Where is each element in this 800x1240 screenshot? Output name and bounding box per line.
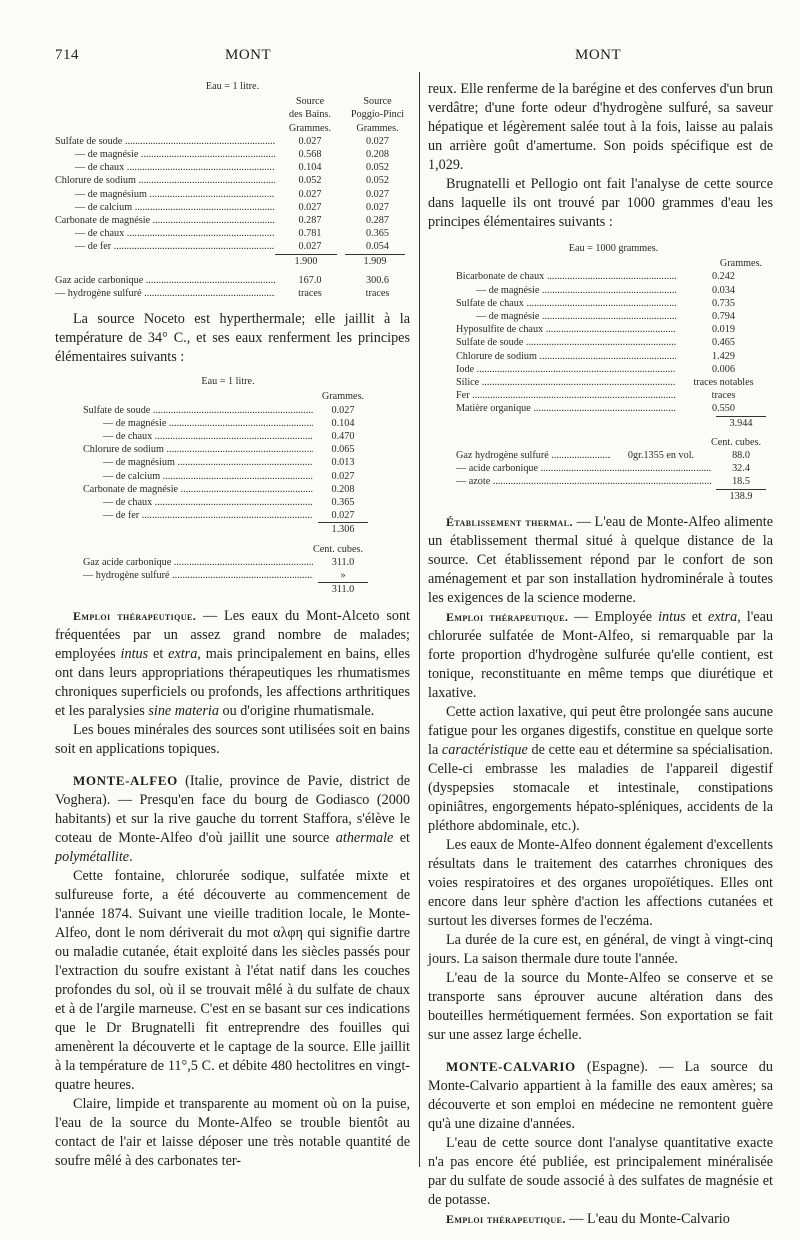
table-total-row	[55, 254, 410, 268]
section-heading: Emploi thérapeutique.	[446, 609, 569, 624]
table-row	[55, 148, 410, 161]
paragraph-noceto: La source Noceto est hyperthermale; elle jaillit à la température de 34° C., et ses eaux renferment les principes élémentaires suivants :	[55, 311, 410, 366]
entry-heading: MONTE-ALFEO	[73, 772, 178, 788]
table-row	[83, 417, 373, 430]
row-label: — de calcium .....	[55, 201, 275, 214]
value-bains: 0.104	[298, 162, 322, 174]
row-label: — de magnésium .....	[83, 456, 313, 469]
row-label: Gaz acide carbonique .....	[83, 556, 313, 569]
text: extra	[168, 645, 198, 662]
row-label: Chlorure de sodium .....	[55, 174, 275, 187]
row-label: Sulfate de soude .....	[83, 404, 313, 417]
value: 0.208	[331, 483, 355, 495]
row-label: Carbonate de magnésie .....	[55, 214, 275, 227]
value: 0.013	[331, 457, 355, 469]
row-label: — de chaux .....	[55, 227, 275, 240]
text: extra	[708, 608, 738, 625]
table-row	[55, 135, 410, 148]
value-bains: 0.781	[298, 228, 322, 240]
row-label: — de magnésie .....	[83, 417, 313, 430]
value-poggio: 0.052	[366, 162, 389, 174]
value-bains: 0.052	[298, 175, 322, 187]
table-row	[55, 161, 410, 174]
row-label: — de chaux .....	[55, 161, 275, 174]
row-label: — de chaux .....	[83, 496, 313, 509]
value-poggio: traces	[365, 288, 390, 300]
value-poggio: 0.054	[366, 241, 389, 253]
text: et	[685, 608, 709, 625]
table-row	[456, 376, 771, 389]
paragraph-fontaine: Cette fontaine, chlorurée sodique, sulfatée mixte et sulfureuse forte, a été découverte au commencement de l'année 1874. Suivant une vieille tradition locale, le Monte-Alfeo, dont le nom dériverait du mot αλφη qui signifie dartre ou maladie cutanée, était exploité dans les siècles passés pour l'extraction du soufre existant à l'état natif dans les couches profondes du sol, où il se trouvait mêlé à du sulfate de chaux et à de l'argile marneuse. C'est en se basant sur ces indications que le Dr Brugnatelli fit entreprendre des fouilles qui amenèrent la découverte et le captage de la source. Elle jaillit à la température de 11°,5 C. et débite 480 hectolitres en vingt-quatre heures.	[55, 867, 410, 1093]
text: — Les eaux du Mont-Alceto sont fréquentées par un assez grand nombre de malades; employées	[55, 607, 411, 662]
paragraph-monte-alfeo	[55, 771, 410, 867]
table-row	[456, 402, 771, 415]
table-unit-row	[456, 436, 771, 449]
table-row	[83, 470, 373, 483]
row-label: — hydrogène sulfuré .....	[83, 569, 313, 582]
table-row	[55, 214, 410, 227]
col2-head-2: Poggio-Pinci	[350, 109, 405, 121]
section-heading: Emploi thérapeutique.	[73, 608, 197, 623]
table-row	[456, 297, 771, 310]
table-row	[456, 336, 771, 349]
row-label: — acide carbonique .....	[456, 462, 711, 475]
left-running-head: MONT	[225, 47, 272, 63]
text: polymétallite	[55, 848, 130, 865]
col2-head-1: Source	[363, 96, 392, 108]
text: — Employée	[568, 608, 659, 625]
value-poggio: 300.6	[366, 274, 389, 286]
row-label: — de fer .....	[55, 240, 275, 253]
row-label: — azote .....	[456, 475, 711, 488]
table-row	[55, 287, 410, 300]
value: 0.550	[712, 403, 735, 415]
text: — L'eau de Monte-Alfeo alimente un établissement thermal situé à quelque distance de la source. Cet établissement répond par le confort de son aménagement et par son installation hydrominérale à toutes les exigences de la science moderne.	[428, 513, 773, 606]
right-column	[428, 80, 773, 1229]
value: 311.0	[331, 556, 355, 568]
text: , l'eau chlorurée sulfatée de Mont-Alfeo, si remarquable par la forte proportion d'hydrogène sulfurée qu'elle contient, est tonique, reconstituante en même temps que diurétique et laxative.	[428, 608, 773, 701]
value-bains: 167.0	[298, 274, 322, 286]
text: , mais principalement en bains, elles ont dans leurs appropriations thérapeutiques les rhumatismes chroniques superficiels ou profonds, les affections arthritiques et les paralysies	[55, 645, 410, 719]
row-label: Hyposulfite de chaux .....	[456, 323, 676, 336]
value: 18.5	[732, 476, 750, 488]
value: 0.019	[712, 324, 735, 336]
row-label: Gaz hydrogène sulfuré .....	[456, 449, 611, 462]
text: intus	[120, 645, 149, 662]
text: sine materia	[148, 702, 219, 719]
value: 88.0	[732, 450, 750, 462]
value: 0.365	[331, 497, 355, 509]
value: 0.735	[712, 297, 735, 309]
value: traces notables	[693, 377, 754, 389]
row-label: Gaz acide carbonique .....	[55, 274, 275, 287]
gas-unit: Cent. cubes.	[312, 543, 364, 555]
col1-head-2: des Bains.	[289, 109, 331, 121]
table-unit-row	[83, 543, 373, 556]
paragraph-reux: reux. Elle renferme de la barégine et des conferves d'un brun verdâtre; d'une forte odeur d'hydrogène sulfuré, sa saveur hépatique et légèrement salée tout à la fois, laisse au palais un arrière goût d'amertume. Son poids spécifique est de 1,029.	[428, 81, 773, 173]
col1-unit: Grammes.	[288, 122, 332, 134]
row-label: Silice .....	[456, 376, 676, 389]
table-total-row	[456, 489, 771, 503]
value: 0.027	[331, 510, 355, 522]
row-label: — hydrogène sulfuré .....	[55, 287, 275, 300]
value-bains: 0.568	[298, 149, 322, 161]
table-row	[55, 201, 410, 214]
row-label: — de magnésie .....	[456, 284, 676, 297]
table-row	[83, 456, 373, 469]
table-row	[83, 443, 373, 456]
value: 0.027	[331, 470, 355, 482]
table-row	[456, 449, 771, 462]
row-label: Chlorure de sodium .....	[83, 443, 313, 456]
col2-unit: Grammes.	[356, 122, 399, 134]
page-number: 714	[55, 47, 79, 63]
paragraph-eaux: Les eaux de Monte-Alfeo donnent également d'excellents résultats dans le traitement des catarrhes chroniques des voies respiratoires et des organes uropoïétiques. Elles ont encore dans leur sphère d'action les affections cutanées et surtout les diverses formes de l'eczéma.	[428, 836, 773, 929]
table-unit-row	[456, 257, 771, 270]
row-label: Sulfate de soude .....	[55, 135, 275, 148]
analysis-table-3	[456, 242, 771, 503]
table-row	[83, 496, 373, 509]
table-header-row	[55, 95, 410, 108]
value: 0.104	[331, 417, 355, 429]
value-bains: 0.027	[298, 201, 322, 213]
table-row	[55, 188, 410, 201]
value: 0.465	[712, 337, 735, 349]
table-caption: Eau = 1000 grammes.	[568, 243, 659, 254]
table-row	[456, 363, 771, 376]
table-row	[55, 227, 410, 240]
gas-unit: Cent. cubes.	[710, 436, 762, 448]
row-label: Iode .....	[456, 363, 676, 376]
table-row	[456, 310, 771, 323]
gas-total: 311.0	[318, 582, 368, 596]
total-a: 1.900	[275, 254, 337, 268]
row-label: Sulfate de chaux .....	[456, 297, 676, 310]
total: 1.306	[318, 522, 368, 536]
row-label: — de chaux .....	[83, 430, 313, 443]
value: 0.242	[712, 271, 735, 283]
text: et	[393, 829, 410, 846]
value-poggio: 0.287	[366, 215, 389, 227]
row-label: — de magnésie .....	[456, 310, 676, 323]
paragraph-conserve: L'eau de la source du Monte-Alfeo se conserve et se transporte sans éprouver aucune altération dans des bouteilles hermétiquement fermées. Son exportation se fait sur une assez large échelle.	[428, 969, 773, 1043]
col1-head-1: Source	[295, 96, 325, 108]
paragraph-action	[428, 703, 773, 836]
right-running-head: MONT	[575, 47, 622, 63]
table-total-row	[83, 582, 373, 596]
table-row	[456, 389, 771, 402]
paragraph-duree: La durée de la cure est, en général, de vingt à vingt-cinq jours. La saison thermale dure toute l'année.	[428, 931, 773, 967]
table-row	[83, 430, 373, 443]
table-caption: Eau = 1 litre.	[201, 376, 255, 388]
table-row	[456, 350, 771, 363]
value: 0.006	[712, 363, 735, 375]
row-label: Matière organique .....	[456, 402, 676, 415]
table-caption: Eau = 1 litre.	[205, 81, 260, 92]
paragraph-emploi-calvario	[428, 1210, 773, 1229]
value-poggio: 0.052	[366, 175, 389, 187]
table-row	[55, 274, 410, 287]
value-bains: 0.027	[298, 188, 322, 200]
value-bains: 0.287	[298, 215, 322, 227]
text: et	[148, 645, 169, 662]
table-row	[83, 404, 373, 417]
text: (Italie, province de Pavie, district de Voghera). — Presqu'en face du bourg de Godiasco (2000 habitants) et sur la rive gauche du torrent Staffora, s'élève le coteau de Monte-Alfeo d'où jaillit une source	[55, 772, 410, 846]
table-row	[83, 509, 373, 522]
row-label: Bicarbonate de chaux .....	[456, 270, 676, 283]
table-row	[456, 475, 771, 488]
row-label: — de magnésium .....	[55, 188, 275, 201]
row-label: — de calcium .....	[83, 470, 313, 483]
value: traces	[711, 390, 736, 402]
paragraph-boues: Les boues minérales des sources sont utilisées soit en bains soit en applications topiques.	[55, 721, 410, 757]
table-total-row	[456, 416, 771, 430]
row-label: Carbonate de magnésie .....	[83, 483, 313, 496]
text: intus	[658, 608, 686, 625]
unit: Grammes.	[321, 391, 365, 403]
text: Cette action laxative, qui peut être prolongée sans aucune fatigue pour les organes digestifs, constitue en quelque sorte la	[428, 703, 773, 758]
section-heading: Établissement thermal.	[446, 514, 573, 529]
text: (Espagne). — La source du Monte-Calvario appartient à la famille des eaux amères; sa découverte et son emploi en médecine ne remontent guère qu'à une dizaine d'années.	[428, 1058, 773, 1132]
table-row	[55, 240, 410, 253]
paragraph-emploi	[428, 608, 773, 703]
value: 1.429	[712, 350, 735, 362]
total-b: 1.909	[345, 254, 405, 268]
entry-heading: MONTE-CALVARIO	[446, 1058, 576, 1074]
value: 32.4	[732, 463, 750, 475]
table-unit-row	[83, 390, 373, 403]
gas-total: 138.9	[716, 489, 766, 503]
paragraph-brugnatelli: Brugnatelli et Pellogio ont fait l'analyse de cette source dans laquelle ils ont trouvé par 1000 grammes d'eau les principes élémentaires suivants :	[428, 176, 773, 230]
value-poggio: 0.027	[366, 201, 389, 213]
text: de cette eau et détermine sa spécialisation. Celle-ci embrasse les maladies de l'appareil digestif (dyspepsies stomacale et intestinale, constipations opiniâtres, engorgements hépato-spléniques, accidents de la pléthore abdominale, etc.).	[428, 741, 773, 834]
table-row	[83, 569, 373, 582]
table-total-row	[83, 522, 373, 536]
table-header-row	[55, 122, 410, 135]
analysis-table-2	[83, 375, 373, 596]
table-row	[55, 174, 410, 187]
value-bains: traces	[298, 288, 322, 300]
value: 0.065	[331, 444, 355, 456]
table-row	[456, 323, 771, 336]
table-header-row	[55, 108, 410, 121]
analysis-table-1	[55, 80, 410, 300]
paragraph-emploi	[55, 607, 410, 721]
value: 0.470	[331, 431, 355, 443]
value-bains: 0.027	[298, 135, 322, 147]
value: 0.794	[712, 311, 735, 323]
paragraph-claire: Claire, limpide et transparente au moment où on la puise, l'eau de la source du Monte-Alfeo se trouble bientôt au contact de l'air et laisse déposer une très notable quantité de soufre mêlé à des carbonates ter-	[55, 1095, 410, 1169]
value: 0.034	[712, 284, 735, 296]
text: .	[129, 848, 133, 865]
table-row	[456, 270, 771, 283]
column-divider	[419, 72, 420, 1167]
text: caractéristique	[441, 741, 528, 758]
value-extra: 0gr.1355 en vol.	[627, 450, 695, 462]
total: 3.944	[716, 416, 766, 430]
left-column	[55, 80, 410, 1171]
value: »	[340, 570, 346, 582]
table-row	[456, 284, 771, 297]
table-row	[83, 556, 373, 569]
section-heading: Emploi thérapeutique.	[446, 1211, 566, 1226]
row-label: Sulfate de soude .....	[456, 336, 676, 349]
text: athermale	[335, 829, 394, 846]
value-bains: 0.027	[298, 241, 322, 253]
paragraph-analyse: L'eau de cette source dont l'analyse quantitative exacte n'a pas encore été publiée, est principalement minéralisée par du sulfate de soude associé à des sulfates de magnésie et de potasse.	[428, 1134, 773, 1208]
paragraph-etablissement	[428, 513, 773, 608]
value-poggio: 0.365	[366, 228, 389, 240]
value-poggio: 0.208	[366, 149, 389, 161]
value-poggio: 0.027	[366, 188, 389, 200]
text: ou d'origine rhumatismale.	[218, 702, 375, 719]
row-label: — de fer .....	[83, 509, 313, 522]
paragraph-monte-calvario	[428, 1057, 773, 1134]
text: — L'eau du Monte-Calvario	[565, 1210, 730, 1227]
table-row	[83, 483, 373, 496]
value-poggio: 0.027	[366, 135, 389, 147]
unit: Grammes.	[719, 258, 763, 270]
table-row	[456, 462, 771, 475]
row-label: Chlorure de sodium .....	[456, 350, 676, 363]
row-label: Fer .....	[456, 389, 676, 402]
value: 0.027	[331, 404, 355, 416]
row-label: — de magnésie .....	[55, 148, 275, 161]
